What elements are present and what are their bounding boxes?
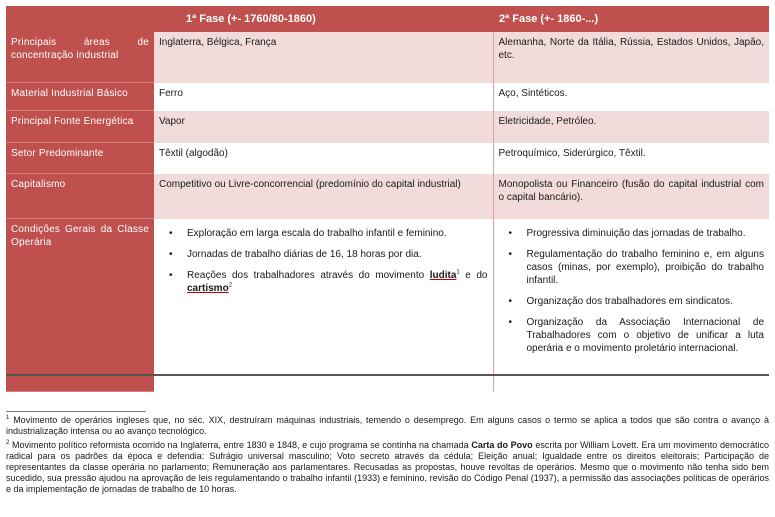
footnote-text: Movimento político reformista ocorrido na Inglaterra, entre 1830 e 1848, e cujo programa se continha na chamada <box>12 440 469 450</box>
table-row <box>6 83 769 111</box>
list-item-text: Organização dos trabalhadores em sindicatos. <box>526 295 733 307</box>
header-empty <box>6 6 154 32</box>
list-item-text: Regulamentação do trabalho feminino e, em alguns casos (minas, por exemplo), proibição do trabalho infantil. <box>526 248 764 286</box>
table-row <box>6 111 769 143</box>
comparison-table <box>6 6 769 392</box>
phase1-cell: Inglaterra, Bélgica, França <box>154 32 493 83</box>
table-row <box>6 174 769 219</box>
phase2-cell: Alemanha, Norte da Itália, Rússia, Estados Unidos, Japão, etc. <box>493 32 769 83</box>
list-item-text: Organização da Associação Internacional de Trabalhadores com o objetivo de unificar a luta operária e o movimento proletário internacional. <box>526 316 764 354</box>
row-label: Principal Fonte Energética <box>6 111 154 143</box>
list-item <box>159 227 488 240</box>
phase1-list <box>159 227 488 295</box>
ludita-link: ludita <box>429 269 457 281</box>
table-row <box>6 143 769 174</box>
list-item-text: Exploração em larga escala do trabalho infantil e feminino. <box>187 227 447 239</box>
bullet-icon: • <box>508 295 513 307</box>
list-item <box>499 227 765 240</box>
phase1-cell <box>154 219 493 392</box>
list-item <box>499 316 765 355</box>
phase2-cell: Petroquímico, Siderúrgico, Têxtil. <box>493 143 769 174</box>
footnote-text: Movimento de operários ingleses que, no séc. XIX, destruíram máquinas industriais, temendo o desemprego. Em alguns casos o termo se aplica a todos que são contra o avanço à industrialização intensa ou ao avanço tecnológico. <box>6 415 769 436</box>
bullet-icon: • <box>169 248 173 260</box>
list-item <box>159 269 488 295</box>
row-label: Principais áreas de concentração industrial <box>6 32 154 83</box>
phase2-cell: Eletricidade, Petróleo. <box>493 111 769 143</box>
phase1-cell: Competitivo ou Livre-concorrencial (predomínio do capital industrial) <box>154 174 493 219</box>
footnote-ref-1: 1 <box>456 269 460 276</box>
phase2-cell: Monopolista ou Financeiro (fusão do capital industrial com o capital bancário). <box>493 174 769 219</box>
row-label: Capitalismo <box>6 174 154 219</box>
footnote-mark: 2 <box>6 440 10 446</box>
footnote-mark: 1 <box>6 415 10 421</box>
footnote-1 <box>6 415 769 437</box>
header-phase-1: 1ª Fase (+- 1760/80-1860) <box>154 6 493 32</box>
phase2-cell: Aço, Sintéticos. <box>493 83 769 111</box>
phase1-cell: Vapor <box>154 111 493 143</box>
row-label: Material Industrial Básico <box>6 83 154 111</box>
list-item <box>499 295 765 308</box>
footnote-bold: Carta do Povo <box>471 440 533 450</box>
header-phase-2: 2ª Fase (+- 1860-...) <box>493 6 769 32</box>
footnote-text: escrita por William Lovett. Era um movimento democrático radical para os padrões da época e defendia: Sufrágio universal masculino; Voto secreto através da cédula; Eleição anual; Igualdade entre os direitos eleitorais; Participação de representantes da classe operária no parlamento; Remuneração aos parlamentares. Recusadas as propostas, houve revoltas de operários. Mesmo que o movimento não tenha sido bem sucedido, sua pressão ajudou na aprovação de leis regulamentando o trabalho infantil (1933) e feminino, revisão do Código Penal (1937), a permissão das associações políticas de operários e da implementação de jornadas de trabalho de 10 horas. <box>6 440 769 494</box>
bullet-icon: • <box>169 269 173 281</box>
table-header-row <box>6 6 769 32</box>
phase1-cell: Têxtil (algodão) <box>154 143 493 174</box>
phase2-list <box>499 227 765 355</box>
list-item <box>499 248 765 287</box>
footnote-separator <box>6 411 146 412</box>
table-row <box>6 219 769 392</box>
bullet-icon: • <box>508 227 513 239</box>
row-label: Setor Predominante <box>6 143 154 174</box>
bullet-icon: • <box>508 316 513 328</box>
phase1-cell: Ferro <box>154 83 493 111</box>
list-item-text: Jornadas de trabalho diárias de 16, 18 horas por dia. <box>187 248 422 260</box>
cartismo-link: cartismo <box>187 282 229 294</box>
list-item-text: e do <box>465 269 488 281</box>
list-item <box>159 248 488 261</box>
table-row <box>6 32 769 83</box>
phase2-cell <box>493 219 769 392</box>
list-item-text: Progressiva diminuição das jornadas de trabalho. <box>526 227 746 239</box>
row-label: Condições Gerais da Classe Operária <box>6 219 154 392</box>
footnote-ref-2: 2 <box>228 282 233 289</box>
list-item-text: Reações dos trabalhadores através do movimento <box>187 269 425 281</box>
table-bottom-rule <box>6 374 769 376</box>
bullet-icon: • <box>508 248 513 260</box>
bullet-icon: • <box>169 227 173 239</box>
footnote-2 <box>6 440 769 495</box>
